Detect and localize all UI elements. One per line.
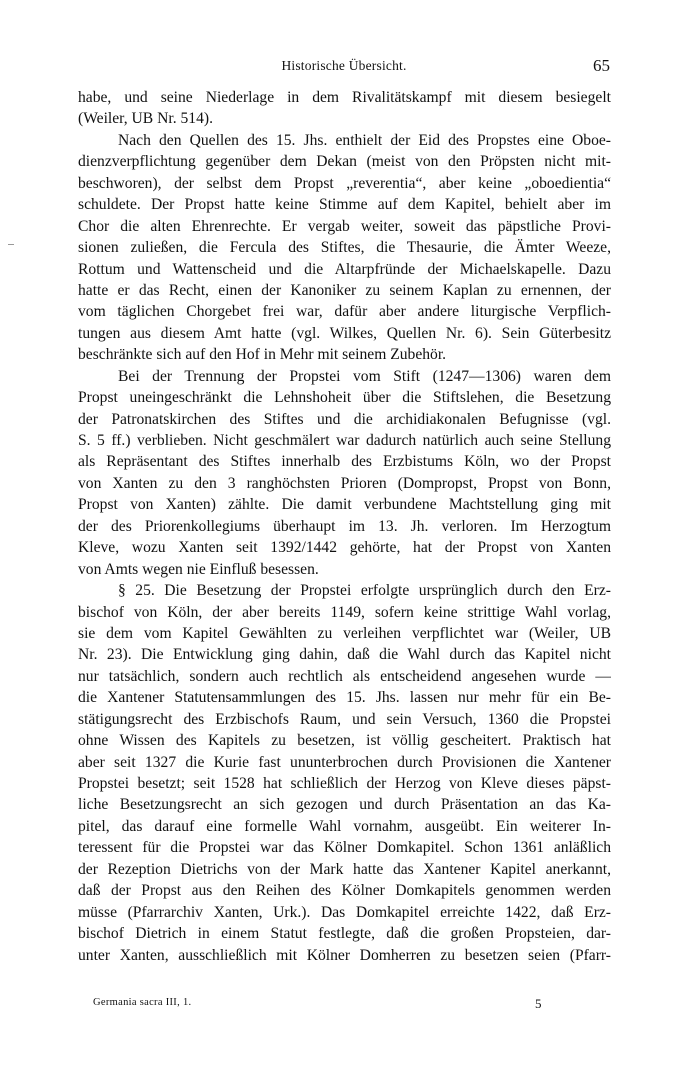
text-line: bischof von Köln, der aber bereits 1149, sofern keine strittige Wahl vorlag, [78,603,611,621]
running-title: Historische Übersicht. [281,58,407,73]
text-line: schuldete. Der Propst hatte keine Stimme auf dem Kapitel, behielt aber im [78,196,611,214]
text-line: der Rezeption Dietrichs von der Mark hatte das Xantener Kapitel anerkannt, [78,860,611,878]
text-line: tungen aus diesem Amt hatte (vgl. Wilkes, Quellen Nr. 6). Sein Güterbesitz [78,324,611,342]
text-line: Nach den Quellen des 15. Jhs. enthielt der Eid des Propstes eine Oboe- [118,131,611,149]
text-line: vom täglichen Chorgebet frei war, dafür aber andere liturgische Verpflich- [78,303,611,321]
text-line: von Amts wegen nie Einfluß besessen. [78,560,319,578]
text-line: teressent für die Propstei war das Kölner Domkapitel. Schon 1361 anläßlich [78,839,611,857]
text-line: aber seit 1327 die Kurie fast ununterbrochen durch Provisionen die Xantener [78,753,611,771]
signature-line: Germania sacra III, 1. [93,997,192,1008]
text-line: hatte er das Recht, einen der Kanoniker zu seinem Kaplan zu ernennen, der [78,281,611,299]
text-line: (Weiler, UB Nr. 514). [78,110,213,128]
text-line: müsse (Pfarrarchiv Xanten, Urk.). Das Domkapitel erreichte 1422, daß Erz- [78,903,611,921]
text-line: § 25. Die Besetzung der Propstei erfolgte ursprünglich durch den Erz- [118,582,611,600]
text-line: unter Xanten, ausschließlich mit Kölner Domherren zu besetzen seien (Pfarr- [78,946,611,964]
text-line: stätigungsrecht des Erzbischofs Raum, und sein Versuch, 1360 die Propstei [78,710,611,728]
text-line: Propstei besetzt; seit 1528 hat schließlich der Herzog von Kleve dieses päpst- [78,775,611,792]
text-line: Propst von Xanten) zählte. Die damit verbundene Machtstellung ging mit [78,496,611,514]
text-line: Chor die alten Ehrenrechte. Er vergab weiter, soweit das päpstliche Provi- [78,217,611,235]
text-line: Kleve, wozu Xanten seit 1392/1442 gehörte, hat der Propst von Xanten [78,539,611,557]
text-line: von Xanten zu den 3 ranghöchsten Prioren (Dompropst, Propst von Bonn, [78,474,611,492]
text-line: die Xantener Statutensammlungen des 15. Jhs. lassen nur mehr für ein Be- [78,689,611,707]
text-line: Nr. 23). Die Entwicklung ging dahin, daß die Wahl durch das Kapitel nicht [78,646,611,664]
page-footer [93,997,543,1015]
text-line: sionen zuließen, die Fercula des Stiftes, die Thesaurie, die Ämter Weeze, [78,239,611,257]
text-line: der Patronatskirchen des Stiftes und die archidiakonalen Befugnisse (vgl. [78,410,611,428]
text-line: Propst uneingeschränkt die Lehnshoheit über die Stiftslehen, die Besetzung [78,389,611,407]
running-head [78,56,610,78]
text-line: als Repräsentant des Stiftes innerhalb des Erzbistums Köln, wo der Propst [78,453,611,471]
text-line: dienzverpflichtung gegenüber dem Dekan (meist von den Pröpsten nicht mit- [78,153,611,171]
text-line: pitel, das darauf eine formelle Wahl vornahm, ausgeübt. Ein weiterer In- [78,817,611,835]
text-line: liche Besetzungsrecht an sich gezogen und durch Präsentation an das Ka- [78,796,611,814]
text-line: Rottum und Wattenscheid und die Altarpfründe der Michaelskapelle. Dazu [78,260,611,278]
text-line: S. 5 ff.) verblieben. Nicht geschmälert war dadurch natürlich auch seine Stellung [78,432,611,449]
text-line: nur tatsächlich, sondern auch rechtlich als entscheidend angesehen wurde — [78,667,611,685]
text-line: Bei der Trennung der Propstei vom Stift (1247—1306) waren dem [118,367,611,385]
text-line: habe, und seine Niederlage in dem Rivalitätskampf mit diesem besiegelt [78,89,611,106]
margin-mark [8,244,14,245]
text-line: der des Priorenkollegiums überhaupt im 13. Jh. verloren. Im Herzogtum [78,517,611,535]
text-line: ohne Wissen des Kapitels zu besetzen, ist völlig gescheitert. Praktisch hat [78,732,611,750]
text-line: bischof Dietrich in einem Statut festlegte, daß die großen Propsteien, dar- [78,925,611,943]
gathering-number: 5 [535,996,542,1011]
text-line: beschworen), der selbst dem Propst „reverentia“, aber keine „oboedientia“ [78,174,611,192]
text-line: sie dem vom Kapitel Gewählten zu verleihen verpflichtet war (Weiler, UB [78,624,611,642]
text-line: daß der Propst aus den Reihen des Kölner Domkapitels genommen werden [78,882,611,900]
page-number: 65 [593,56,610,75]
text-line: beschränkte sich auf den Hof in Mehr mit seinem Zubehör. [78,346,447,364]
body-text [78,87,611,966]
